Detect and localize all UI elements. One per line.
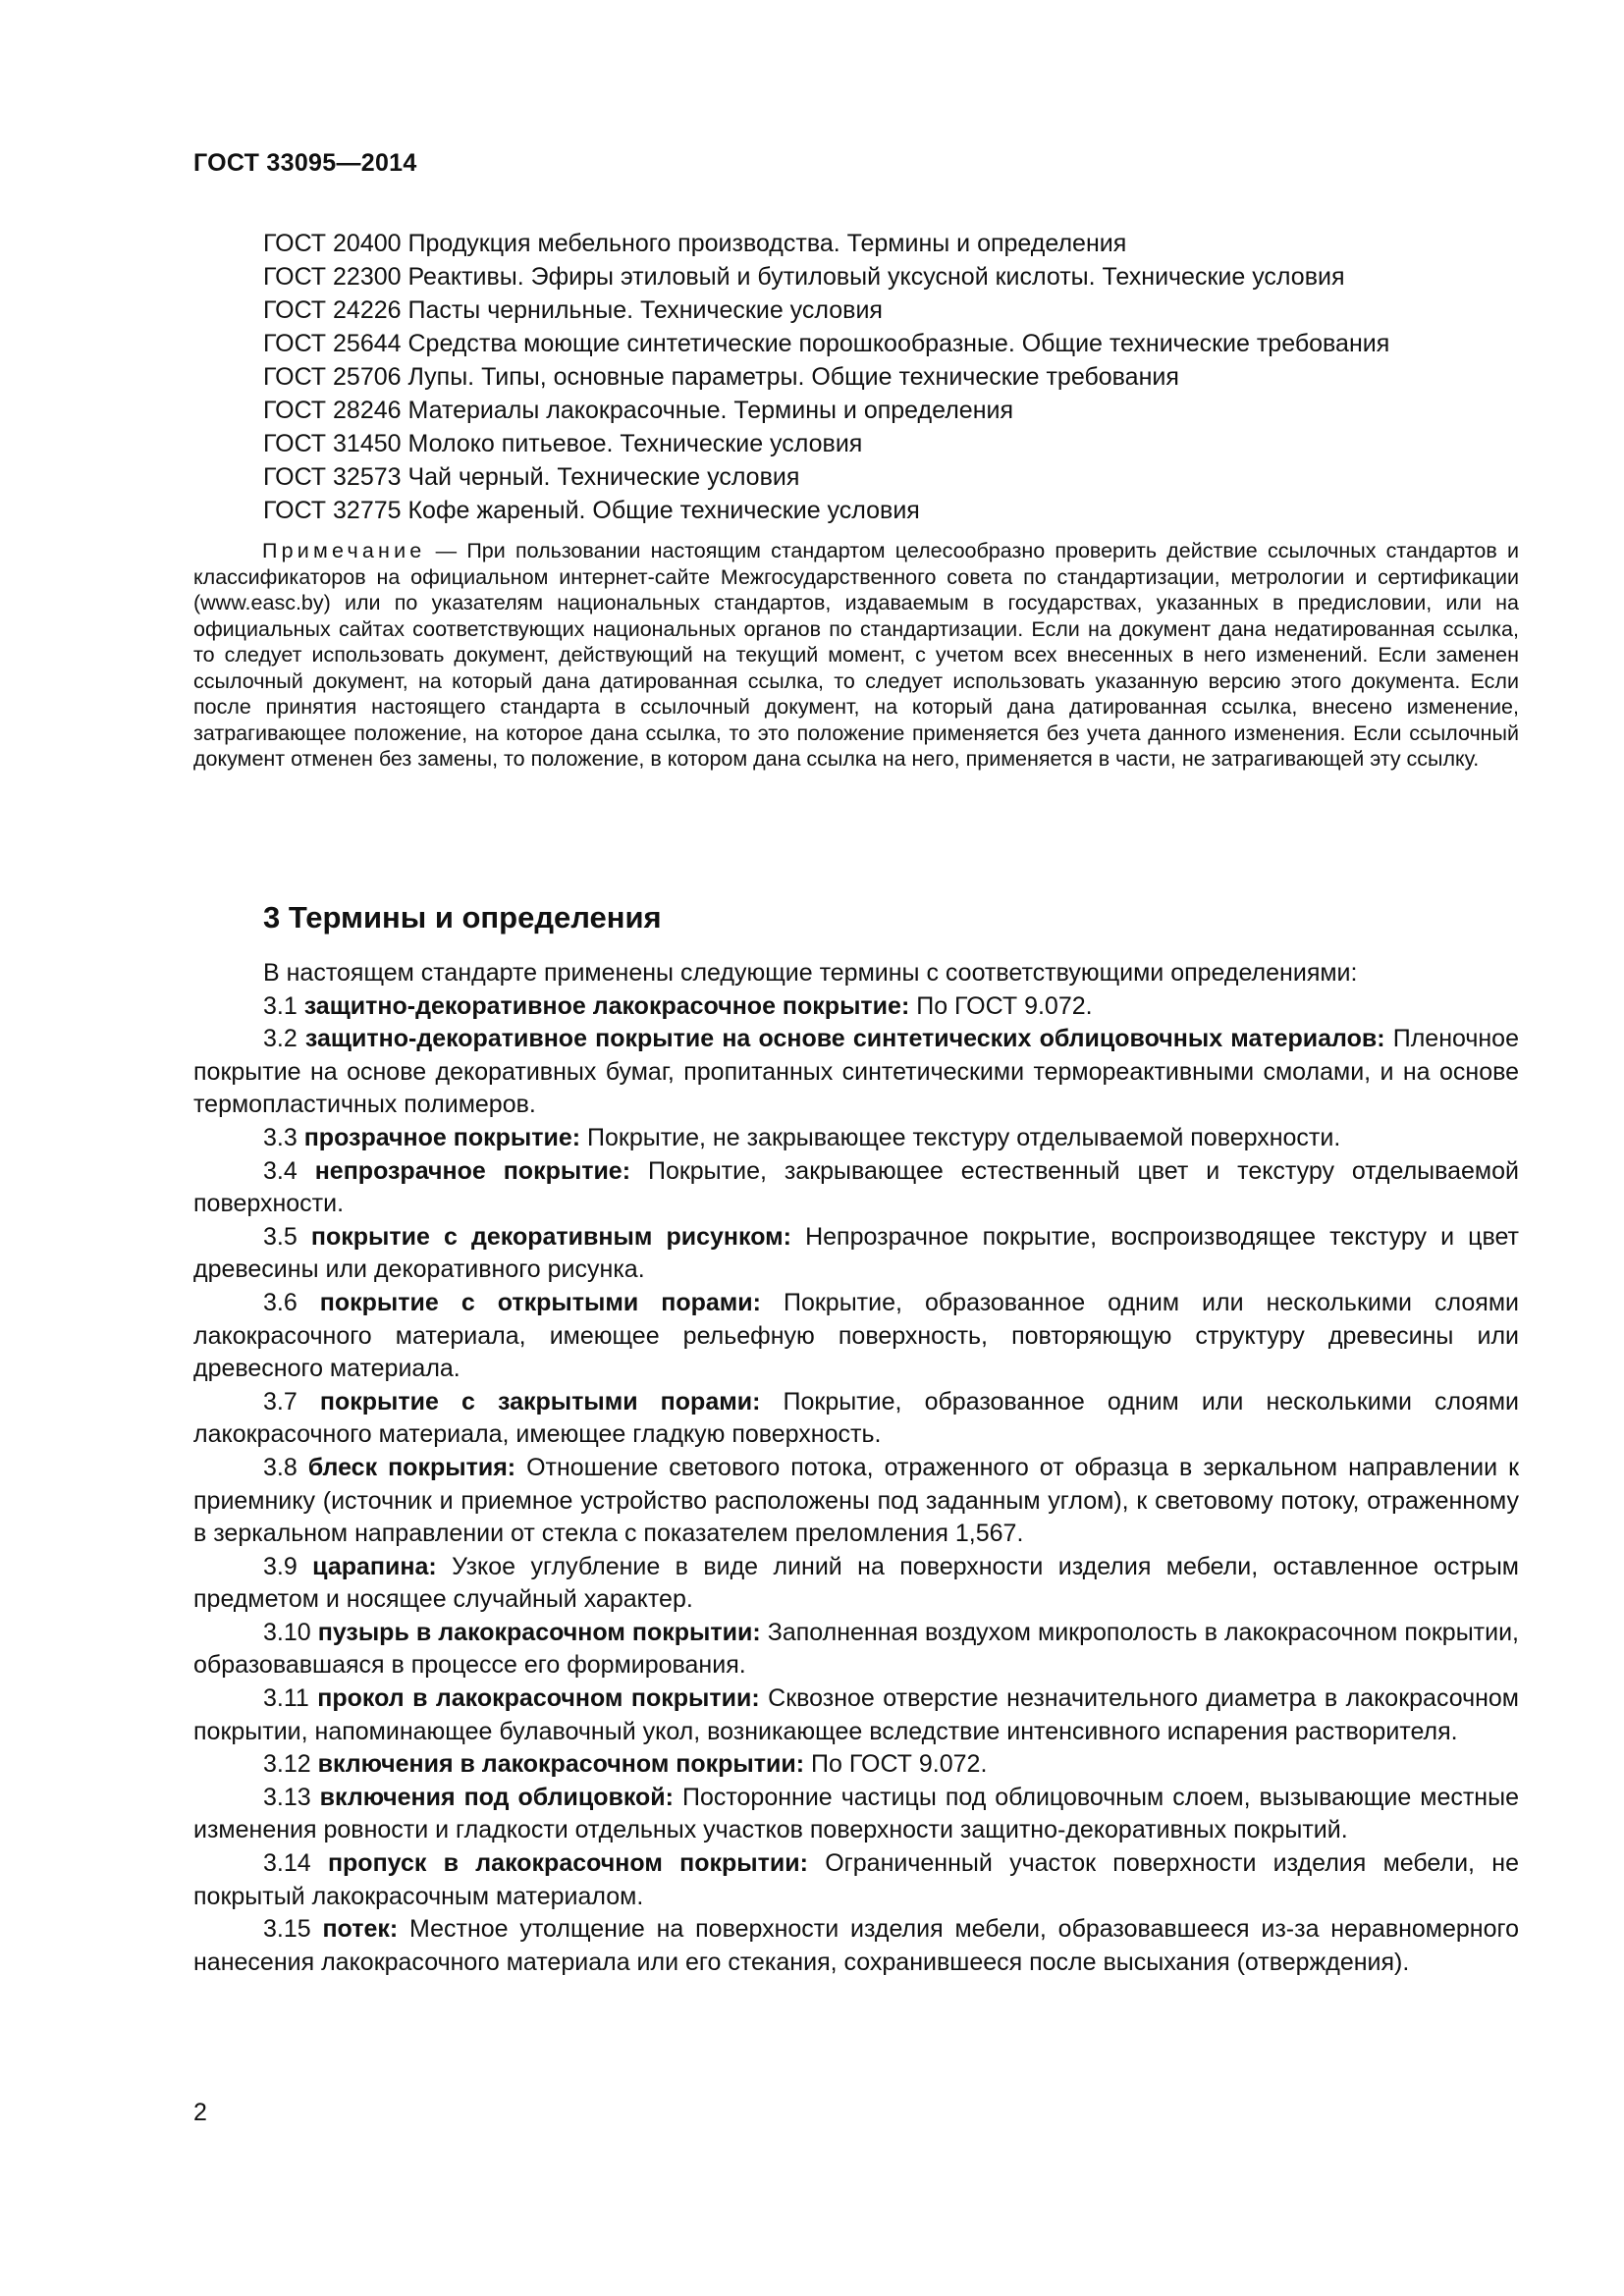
- term-number: 3.5: [263, 1222, 311, 1251]
- term-text: Непрозрачное покрытие, воспроизводящее текстуру и цвет древесины или декоративного рисунка.: [193, 1222, 1519, 1284]
- term-text: Покрытие, образованное одним или несколькими слоями лакокрасочного материала, имеющее рельефную поверхность, повторяющую структуру древесины или древесного материала.: [193, 1288, 1519, 1383]
- term-number: 3.15: [263, 1915, 323, 1944]
- term-definition: [193, 1155, 1519, 1221]
- term-number: 3.9: [263, 1552, 313, 1580]
- term-definition: [193, 1551, 1519, 1617]
- reference-item: ГОСТ 31450 Молоко питьевое. Технические условия: [263, 430, 863, 457]
- term-number: 3.3: [263, 1123, 304, 1151]
- term-text: По ГОСТ 9.072.: [804, 1750, 988, 1779]
- term-number: 3.2: [263, 1025, 305, 1053]
- note-label: Примечание: [262, 539, 426, 562]
- term-name: царапина:: [312, 1552, 437, 1580]
- note-text: — При пользовании настоящим стандартом целесообразно проверить действие ссылочных стандартов и классификаторов на официальном интернет-сайте Межгосударственного совета по стандартизации, метрологии и сертификации (www.easc.by) или по указателям национальных стандартов, издаваемым в государствах, указанных в предисловии, или на официальных сайтах соответствующих национальных органов по стандартизации. Если на документ дана недатированная ссылка, то следует использовать документ, действующий на текущий момент, с учетом всех внесенных в него изменений. Если заменен ссылочный документ, на который дана датированная ссылка, то следует использовать указанную версию этого документа. Если после принятия настоящего стандарта в ссылочный документ, на который дана датированная ссылка, внесено изменение, затрагивающее положение, на которое дана ссылка, то это положение применяется без учета данного изменения. Если ссылочный документ отменен без замены, то положение, в котором дана ссылка на него, применяется в части, не затрагивающей эту ссылку.: [193, 539, 1519, 771]
- term-name: пропуск в лакокрасочном покрытии:: [327, 1849, 808, 1878]
- term-definition: [193, 1748, 1519, 1782]
- term-number: 3.11: [263, 1684, 318, 1713]
- term-name: включения в лакокрасочном покрытии:: [317, 1750, 805, 1779]
- term-text: Заполненная воздухом микрополость в лакокрасочном покрытии, образовавшаяся в процессе его формирования.: [193, 1618, 1520, 1680]
- term-text: Ограниченный участок поверхности изделия мебели, не покрытый лакокрасочным материалом.: [193, 1849, 1519, 1910]
- term-number: 3.4: [263, 1156, 315, 1185]
- reference-item: ГОСТ 28246 Материалы лакокрасочные. Термины и определения: [263, 397, 1014, 424]
- term-name: покрытие с открытыми порами:: [319, 1288, 761, 1316]
- terms-list: [193, 990, 1519, 1980]
- term-name: пузырь в лакокрасочном покрытии:: [317, 1618, 761, 1646]
- term-name: блеск покрытия:: [307, 1453, 516, 1481]
- term-name: защитно-декоративное покрытие на основе синтетических облицовочных материалов:: [304, 1025, 1385, 1053]
- term-number: 3.1: [263, 991, 304, 1020]
- reference-item: ГОСТ 25644 Средства моющие синтетические порошкообразные. Общие технические требования: [263, 330, 1390, 357]
- term-text: Местное утолщение на поверхности изделия мебели, образовавшееся из-за неравномерного нанесения лакокрасочного материала или его стекания, сохранившееся после высыхания (отверждения).: [193, 1915, 1519, 1976]
- term-text: Посторонние частицы под облицовочным слоем, вызывающие местные изменения ровности и гладкости отдельных участков поверхности защитно-декоративных покрытий.: [193, 1783, 1519, 1844]
- term-number: 3.10: [263, 1618, 318, 1646]
- term-text: Узкое углубление в виде линий на поверхности изделия мебели, оставленное острым предметом и носящее случайный характер.: [193, 1552, 1519, 1614]
- normative-references-list: [263, 227, 1540, 527]
- term-definition: [193, 990, 1519, 1024]
- term-definition: [193, 1782, 1519, 1847]
- term-definition: [193, 1617, 1519, 1682]
- reference-item: ГОСТ 32573 Чай черный. Технические условия: [263, 463, 800, 491]
- term-name: прокол в лакокрасочном покрытии:: [317, 1684, 760, 1713]
- term-text: Сквозное отверстие незначительного диаметра в лакокрасочном покрытии, напоминающее булавочный укол, возникающее вследствие интенсивного испарения растворителя.: [193, 1684, 1519, 1745]
- page-number: 2: [193, 2099, 207, 2126]
- term-text: Покрытие, закрывающее естественный цвет и текстуру отделываемой поверхности.: [193, 1156, 1519, 1218]
- term-text: Пленочное покрытие на основе декоративных бумаг, пропитанных синтетическими термореактивными смолами, и на основе термопластичных полимеров.: [193, 1025, 1519, 1119]
- term-definition: [193, 1847, 1519, 1913]
- term-number: 3.6: [263, 1288, 320, 1316]
- term-text: Покрытие, не закрывающее текстуру отделываемой поверхности.: [580, 1123, 1341, 1151]
- term-number: 3.12: [263, 1750, 318, 1779]
- section-body: [193, 957, 1519, 1979]
- term-definition: [193, 1913, 1519, 1979]
- term-number: 3.14: [263, 1849, 328, 1878]
- reference-item: ГОСТ 25706 Лупы. Типы, основные параметры. Общие технические требования: [263, 363, 1179, 391]
- term-name: защитно-декоративное лакокрасочное покрытие:: [303, 991, 910, 1020]
- term-number: 3.8: [263, 1453, 308, 1481]
- document-header: ГОСТ 33095—2014: [193, 149, 417, 177]
- term-name: потек:: [322, 1915, 399, 1944]
- note-paragraph: [193, 538, 1519, 773]
- term-definition: [193, 1287, 1519, 1386]
- reference-item: ГОСТ 24226 Пасты чернильные. Технические условия: [263, 296, 883, 324]
- term-name: непрозрачное покрытие:: [314, 1156, 631, 1185]
- term-name: включения под облицовкой:: [319, 1783, 674, 1811]
- term-name: покрытие с декоративным рисунком:: [310, 1222, 791, 1251]
- term-definition: [193, 1023, 1519, 1122]
- reference-item: ГОСТ 20400 Продукция мебельного производства. Термины и определения: [263, 230, 1127, 257]
- term-definition: [193, 1386, 1519, 1452]
- term-name: прозрачное покрытие:: [303, 1123, 581, 1151]
- term-definition: [193, 1452, 1519, 1551]
- reference-item: ГОСТ 22300 Реактивы. Эфиры этиловый и бутиловый уксусной кислоты. Технические условия: [263, 263, 1345, 291]
- term-definition: [193, 1221, 1519, 1287]
- term-text: По ГОСТ 9.072.: [909, 991, 1093, 1020]
- term-number: 3.13: [263, 1783, 320, 1811]
- section-intro: В настоящем стандарте применены следующие термины с соответствующими определениями:: [263, 959, 1358, 987]
- term-number: 3.7: [263, 1387, 320, 1415]
- term-definition: [193, 1122, 1519, 1155]
- term-text: Покрытие, образованное одним или несколькими слоями лакокрасочного материала, имеющее гладкую поверхность.: [193, 1387, 1519, 1449]
- section-title: 3 Термины и определения: [263, 900, 662, 934]
- term-text: Отношение светового потока, отраженного от образца в зеркальном направлении к приемнику (источник и приемное устройство расположены под заданным углом), к световому потоку, отраженному в зеркальном направлении от стекла с показателем преломления 1,567.: [193, 1453, 1520, 1548]
- reference-item: ГОСТ 32775 Кофе жареный. Общие технические условия: [263, 497, 920, 524]
- term-definition: [193, 1682, 1519, 1748]
- term-name: покрытие с закрытыми порами:: [319, 1387, 761, 1415]
